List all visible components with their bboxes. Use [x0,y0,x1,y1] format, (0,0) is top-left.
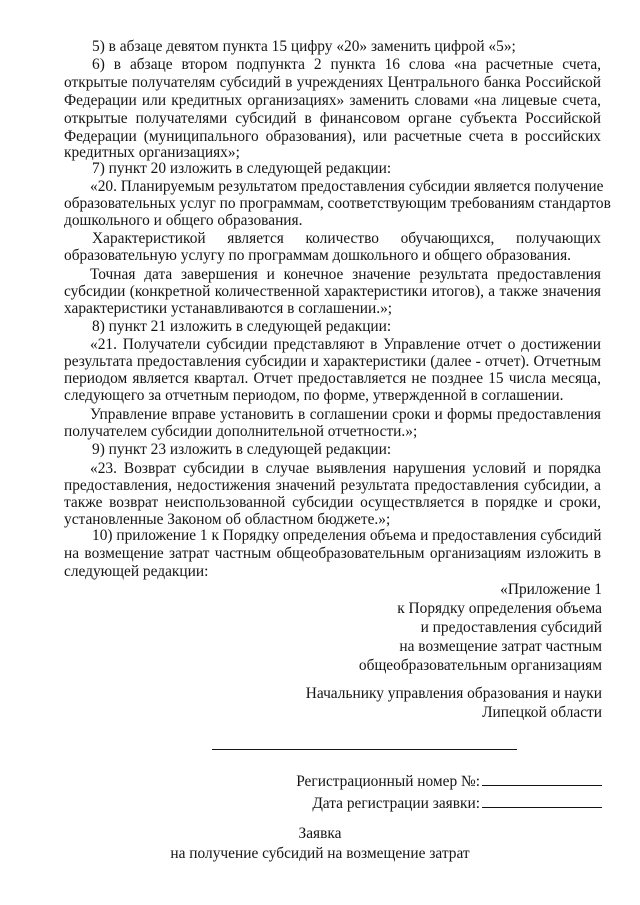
appendix-line-4: на возмещение затрат частным [399,638,602,655]
item-6-line-1: 6) в абзаце втором подпункта 2 пункта 16 слова «на расчетные счета, [92,56,601,73]
reg-number-row [296,771,602,790]
appendix-line-1: «Приложение 1 [500,581,602,598]
addressee-line-2: Липецкой области [482,704,602,721]
characteristic-line-1: Характеристикой является количество обучающихся, получающих [92,230,601,247]
reg-date-label: Дата регистрации заявки: [312,795,480,812]
addressee-line-1: Начальнику управления образования и науки [305,685,602,702]
clause-23-line-4: установленные Законом об областном бюджете.»; [64,511,391,528]
item-10-line-1: 10) приложение 1 к Порядку определения объема и предоставления субсидий [92,527,602,544]
clause-21-line-3: периодом является квартал. Отчет предоставляется не позднее 15 числа месяца, [64,370,601,387]
application-subtitle: на получение субсидий на возмещение затрат [170,845,470,862]
characteristic-line-2: образовательную услугу по программам дошкольного и общего образования. [64,247,572,264]
item-8: 8) пункт 21 изложить в следующей редакции: [92,318,392,335]
clause-20-line-2: образовательных услуг по программам, соответствующим требованиям стандартов [64,195,611,212]
clause-23-line-3: также возврат неиспользованной субсидии осуществляется в порядке и сроки, [64,494,601,511]
clause-20-line-3: дошкольного и общего образования. [64,212,303,229]
item-10-line-2: на возмещение затрат частным общеобразовательным организациям изложить в [64,545,601,562]
management-line-2: получателем субсидии дополнительной отчетности.»; [64,423,418,440]
reg-number-label: Регистрационный номер №: [296,773,480,790]
signature-rule [212,749,517,750]
date-line-1: Точная дата завершения и конечное значение результата предоставления [90,266,601,283]
application-title: Заявка [298,825,342,842]
clause-20-line-1: «20. Планируемым результатом предоставления субсидии является получение [90,178,604,195]
clause-23-line-2: предоставления, недостижения значений результата предоставления субсидии, а [64,477,601,494]
reg-date-field[interactable] [482,793,602,808]
item-10-line-3: следующей редакции: [64,563,209,580]
item-9: 9) пункт 23 изложить в следующей редакции: [92,441,392,458]
reg-date-row [312,793,602,812]
item-6-line-6: кредитных организациях»; [64,144,240,161]
clause-23-line-1: «23. Возврат субсидии в случае выявления нарушения условий и порядка [90,460,601,477]
clause-21-line-1: «21. Получатели субсидии представляют в Управление отчет о достижении [90,336,601,353]
clause-21-line-4: следующего за отчетным периодом, по форме, утвержденной в соглашении. [64,387,564,404]
clause-21-line-2: результата предоставления субсидии и характеристики (далее - отчет). Отчетным [64,353,601,370]
date-line-2: субсидии (конкретной количественной характеристики итогов), а также значения [64,283,601,300]
reg-number-field[interactable] [482,771,602,786]
management-line-1: Управление вправе установить в соглашении сроки и формы предоставления [90,406,601,423]
item-7: 7) пункт 20 изложить в следующей редакции: [92,160,392,177]
item-6-line-2: открытые получателям субсидий в учреждениях Центрального банка Российской [64,74,601,91]
appendix-line-3: и предоставления субсидий [420,619,602,636]
appendix-line-2: к Порядку определения объема [397,600,602,617]
appendix-line-5: общеобразовательным организациям [358,657,602,674]
item-6-line-5: Федерации (муниципального образования), или расчетные счета в российских [64,128,601,145]
date-line-3: характеристики устанавливаются в соглашении.»; [64,300,393,317]
item-6-line-3: Федерации или кредитных организациях» заменить словами «на лицевые счета, [64,92,601,109]
item-6-line-4: открытые получателями субсидий в финансовом органе субъекта Российской [64,110,601,127]
item-5: 5) в абзаце девятом пункта 15 цифру «20» заменить цифрой «5»; [92,38,516,55]
